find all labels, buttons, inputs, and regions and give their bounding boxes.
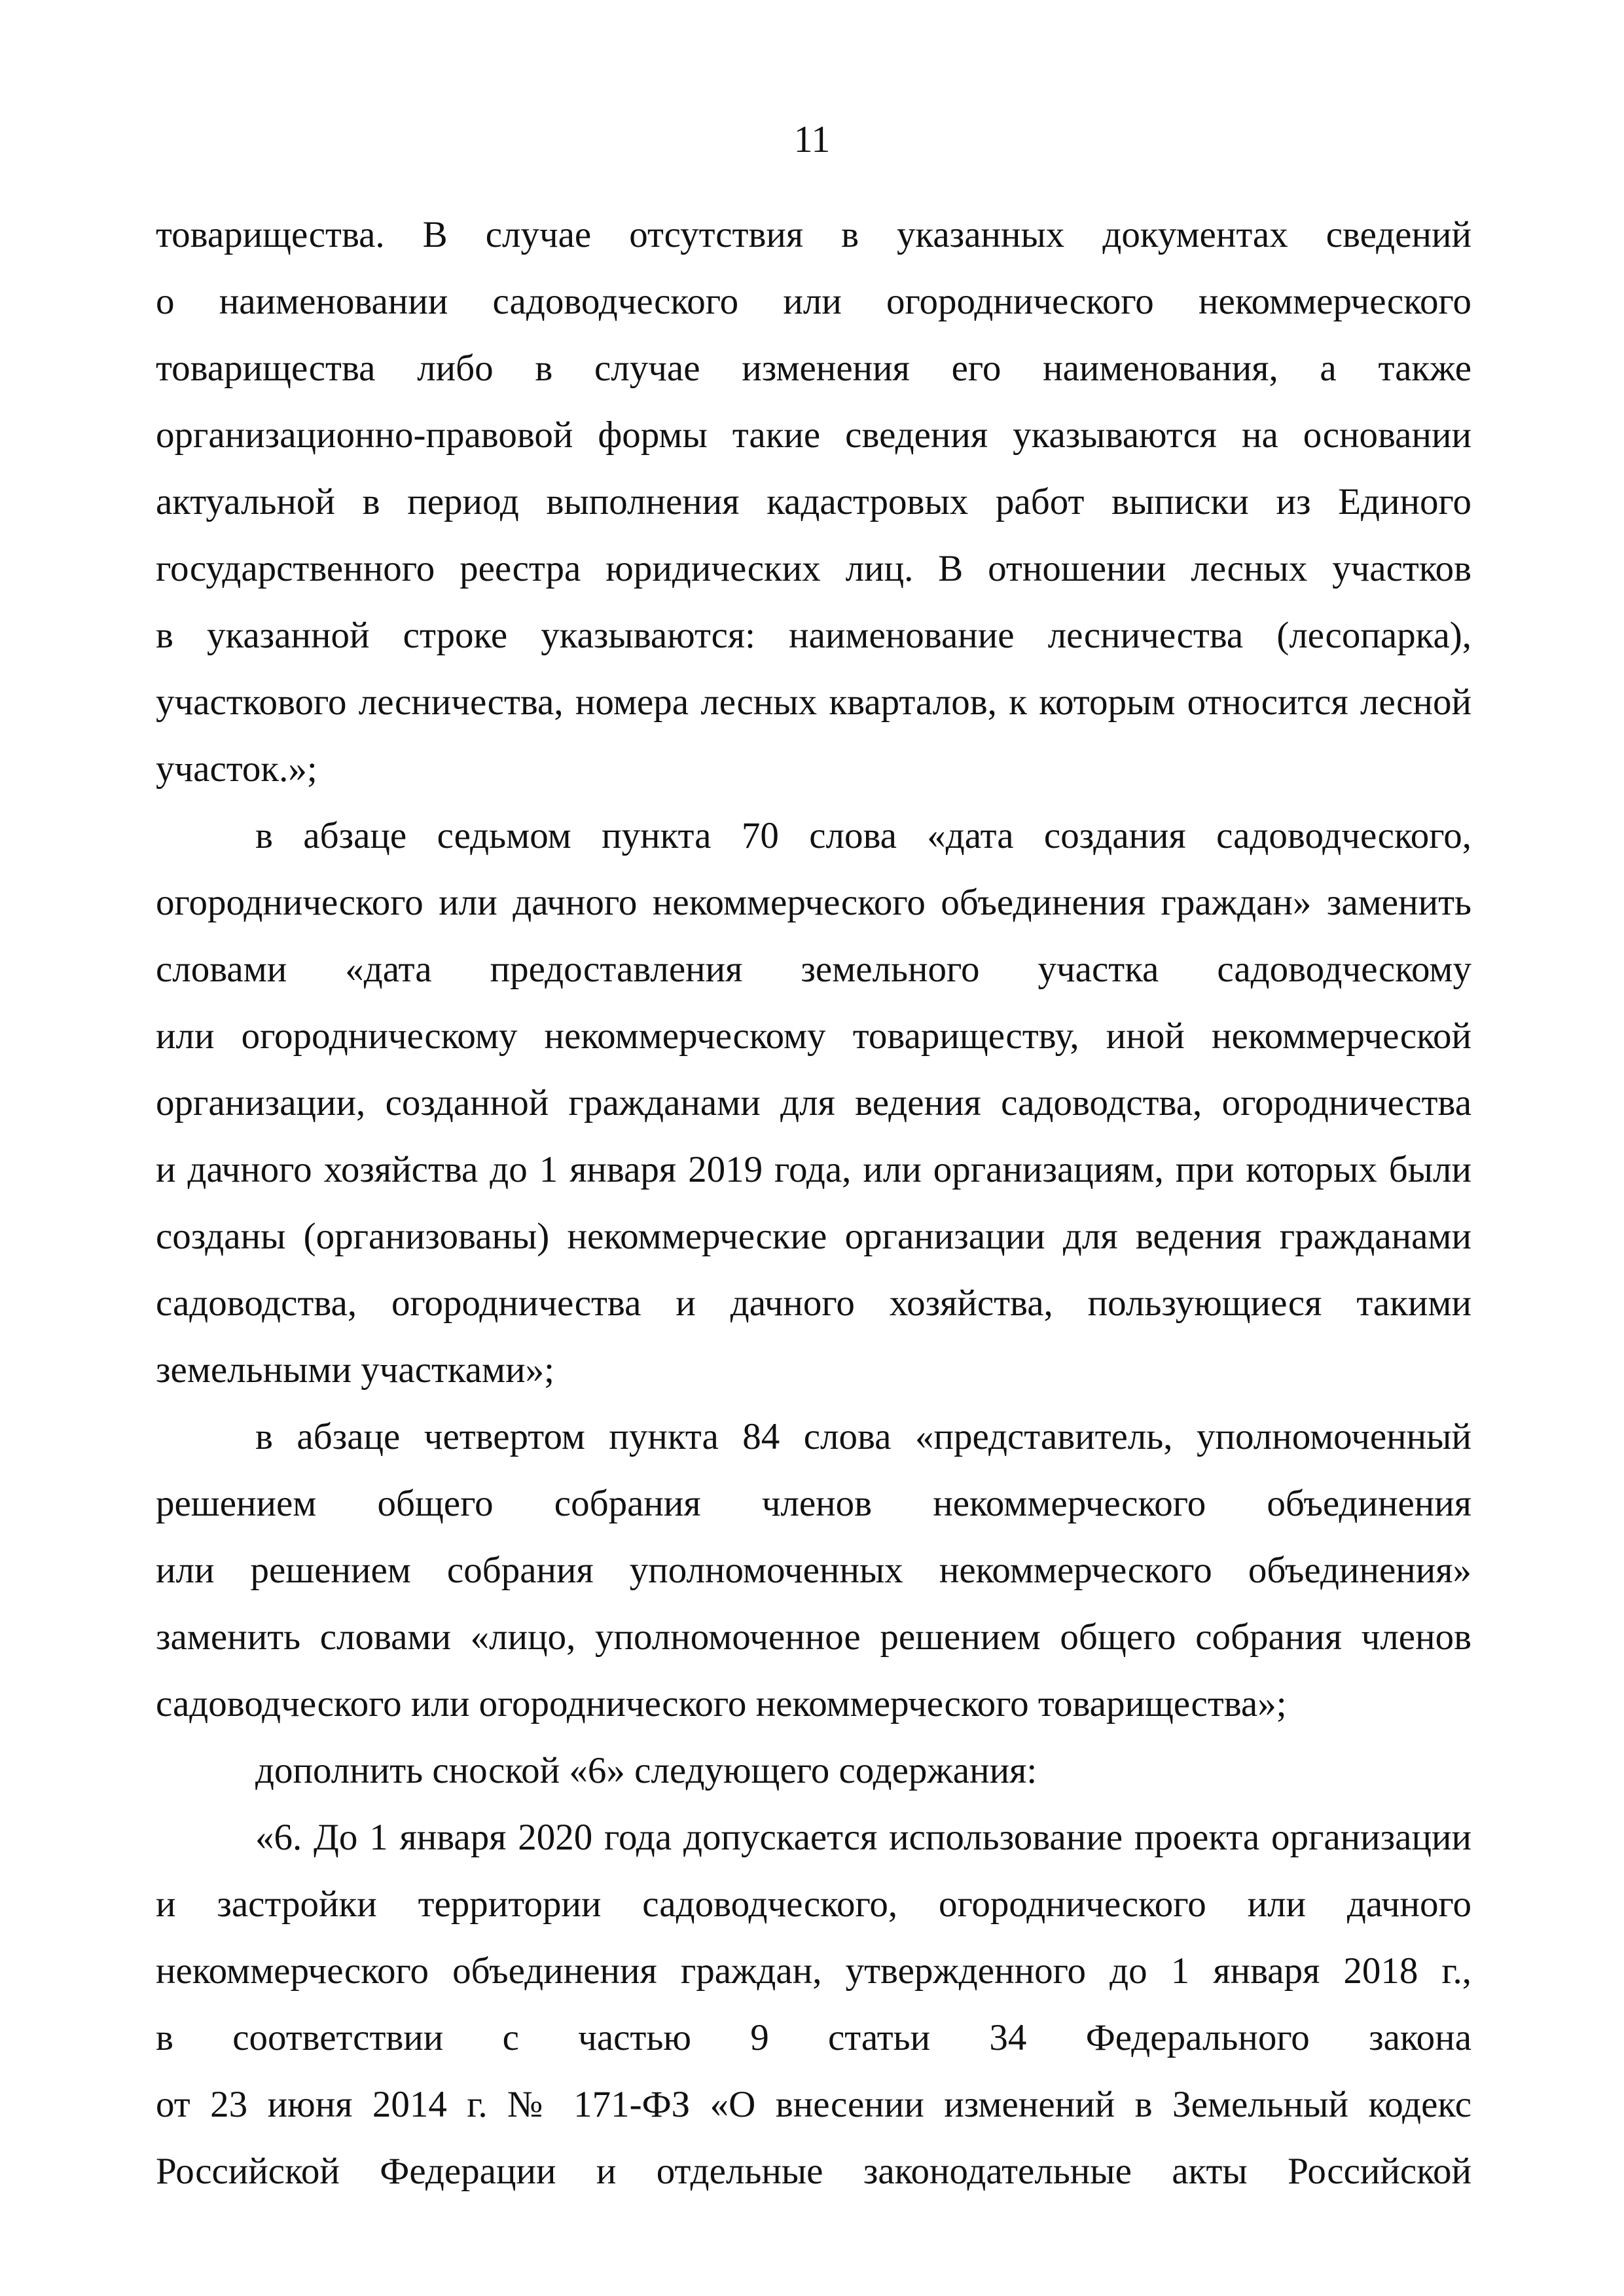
text-line: товарищества. В случае отсутствия в указанных документах сведений <box>156 214 1471 255</box>
text-line: актуальной в период выполнения кадастровых работ выписки из Единого <box>156 481 1471 522</box>
text-line: и дачного хозяйства до 1 января 2019 года, или организациям, при которых были <box>156 1149 1471 1190</box>
text-line: и застройки территории садоводческого, огороднического или дачного <box>156 1884 1471 1925</box>
text-line: или решением собрания уполномоченных некоммерческого объединения» <box>156 1550 1471 1591</box>
paragraph-first-line: в абзаце четвертом пункта 84 слова «представитель, уполномоченный <box>255 1416 1471 1457</box>
paragraph-first-line: «6. До 1 января 2020 года допускается использование проекта организации <box>255 1817 1471 1858</box>
text-line: Российской Федерации и отдельные законодательные акты Российской <box>156 2151 1471 2192</box>
text-line: созданы (организованы) некоммерческие организации для ведения гражданами <box>156 1216 1471 1257</box>
page-number: 11 <box>793 118 831 160</box>
text-line: некоммерческого объединения граждан, утвержденного до 1 января 2018 г., <box>156 1950 1471 1992</box>
text-line: словами «дата предоставления земельного участка садоводческому <box>156 949 1471 990</box>
text-line: организации, созданной гражданами для ведения садоводства, огородничества <box>156 1082 1471 1123</box>
text-line: от 23 июня 2014 г. № 171-ФЗ «О внесении изменений в Земельный кодекс <box>156 2084 1471 2125</box>
document-body <box>156 202 1471 2205</box>
text-line: участкового лесничества, номера лесных кварталов, к которым относится лесной <box>156 682 1471 723</box>
text-line: садоводства, огородничества и дачного хозяйства, пользующиеся такими <box>156 1283 1471 1324</box>
paragraph-first-line: в абзаце седьмом пункта 70 слова «дата создания садоводческого, <box>255 815 1471 856</box>
text-line: государственного реестра юридических лиц. В отношении лесных участков <box>156 548 1471 589</box>
text-line: решением общего собрания членов некоммерческого объединения <box>156 1483 1471 1524</box>
text-line: товарищества либо в случае изменения его наименования, а также <box>156 348 1471 389</box>
text-line: заменить словами «лицо, уполномоченное решением общего собрания членов <box>156 1616 1471 1658</box>
text-line: в указанной строке указываются: наименование лесничества (лесопарка), <box>156 615 1471 656</box>
text-line: в соответствии с частью 9 статьи 34 Федерального закона <box>156 2017 1471 2058</box>
text-line: или огородническому некоммерческому товариществу, иной некоммерческой <box>156 1015 1471 1057</box>
text-line: огороднического или дачного некоммерческого объединения граждан» заменить <box>156 882 1471 923</box>
text-line: организационно-правовой формы такие сведения указываются на основании <box>156 414 1471 456</box>
text-line: о наименовании садоводческого или огороднического некоммерческого <box>156 281 1471 322</box>
text-line: участок.»; <box>156 748 317 790</box>
text-line: земельными участками»; <box>156 1349 554 1391</box>
text-line: садоводческого или огороднического некоммерческого товарищества»; <box>156 1683 1287 1724</box>
paragraph-first-line: дополнить сноской «6» следующего содержания: <box>255 1750 1038 1791</box>
